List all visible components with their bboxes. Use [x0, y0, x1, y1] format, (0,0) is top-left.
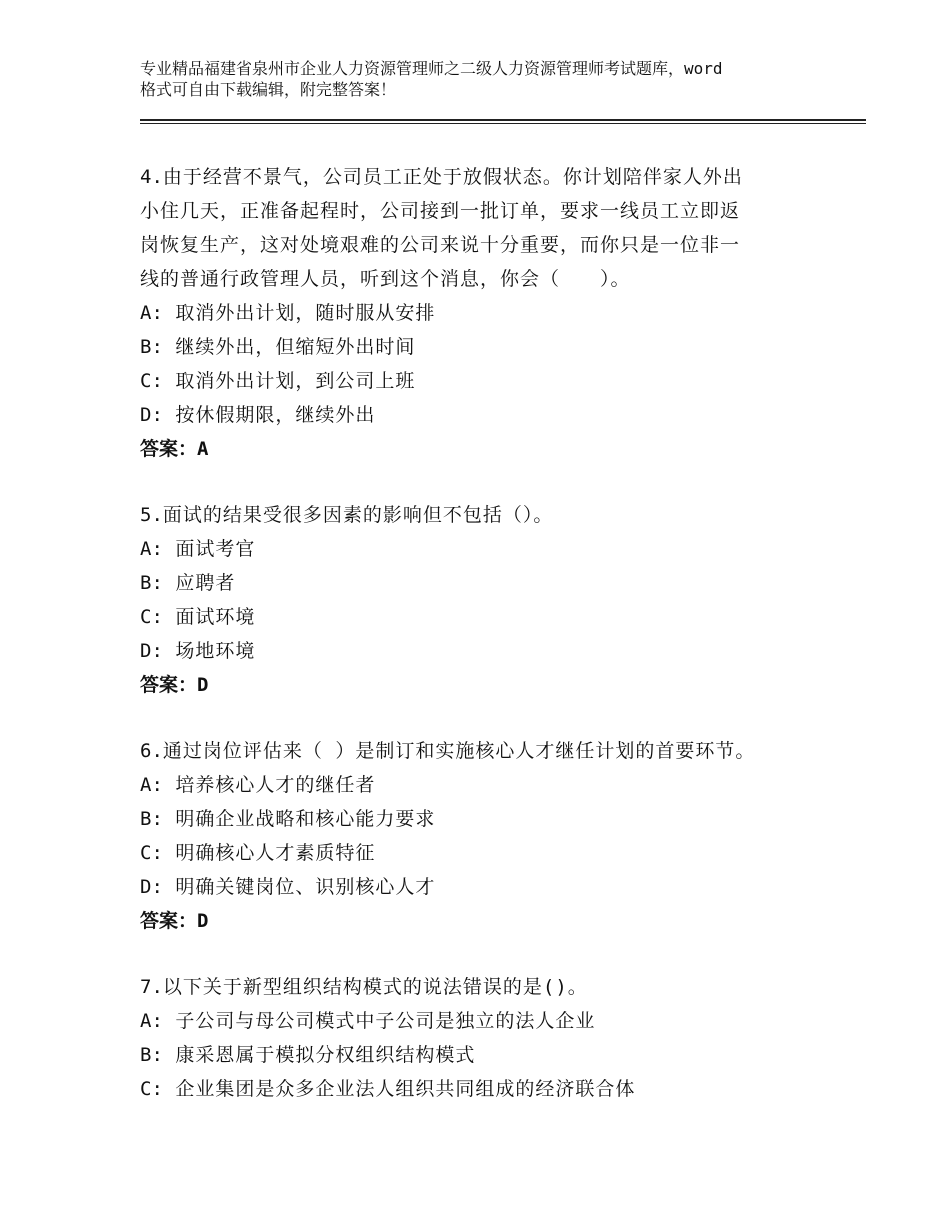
document-header	[140, 58, 840, 100]
question-5	[140, 498, 840, 702]
option-d	[140, 634, 840, 668]
option-letter: A:	[140, 1010, 163, 1032]
option-letter: B:	[140, 808, 163, 830]
option-text: 康采恩属于模拟分权组织结构模式	[175, 1044, 476, 1066]
option-text: 子公司与母公司模式中子公司是独立的法人企业	[175, 1010, 596, 1032]
question-6	[140, 734, 840, 938]
option-letter: C:	[140, 1078, 163, 1100]
option-c	[140, 1072, 840, 1106]
question-7	[140, 970, 840, 1106]
question-number: 5.	[140, 504, 163, 526]
option-text: 面试环境	[175, 606, 256, 628]
header-title-line-2: 格式可自由下载编辑，附完整答案！	[140, 80, 397, 99]
option-letter: A:	[140, 774, 163, 796]
question-list	[140, 160, 840, 1138]
option-a	[140, 532, 840, 566]
question-stem-line: 由于经营不景气，公司员工正处于放假状态。你计划陪伴家人外出	[162, 166, 743, 188]
option-letter: D:	[140, 876, 163, 898]
option-letter: B:	[140, 1044, 163, 1066]
option-letter: C:	[140, 842, 163, 864]
header-title-line-1: 专业精品福建省泉州市企业人力资源管理师之二级人力资源管理师考试题库，word	[140, 59, 723, 78]
option-b	[140, 1038, 840, 1072]
question-stem	[140, 734, 840, 768]
header-divider-thin	[140, 123, 866, 124]
option-b	[140, 330, 840, 364]
header-divider-thick	[140, 119, 866, 121]
option-text: 企业集团是众多企业法人组织共同组成的经济联合体	[175, 1078, 636, 1100]
question-stem-line: 岗恢复生产，这对处境艰难的公司来说十分重要，而你只是一位非一	[140, 234, 741, 256]
option-letter: B:	[140, 336, 163, 358]
option-c	[140, 364, 840, 398]
question-number: 4.	[140, 166, 163, 188]
question-stem	[140, 160, 840, 296]
option-text: 场地环境	[175, 640, 256, 662]
option-letter: C:	[140, 370, 163, 392]
answer-line: 答案：D	[140, 910, 209, 932]
option-text: 按休假期限，继续外出	[175, 404, 376, 426]
option-text: 取消外出计划，到公司上班	[175, 370, 416, 392]
question-stem-line: 小住几天，正准备起程时，公司接到一批订单，要求一线员工立即返	[140, 200, 741, 222]
option-letter: D:	[140, 404, 163, 426]
option-letter: D:	[140, 640, 163, 662]
question-number: 7.	[140, 976, 163, 998]
answer-line: 答案：A	[140, 438, 209, 460]
question-stem-line: 线的普通行政管理人员，听到这个消息，你会（ ）。	[140, 268, 631, 290]
option-c	[140, 600, 840, 634]
option-text: 应聘者	[175, 572, 236, 594]
question-4	[140, 160, 840, 466]
option-a	[140, 296, 840, 330]
question-stem	[140, 970, 840, 1004]
option-a	[140, 1004, 840, 1038]
option-text: 明确企业战略和核心能力要求	[175, 808, 436, 830]
option-text: 培养核心人才的继任者	[175, 774, 376, 796]
question-stem-line: 以下关于新型组织结构模式的说法错误的是()。	[162, 976, 588, 998]
question-stem	[140, 498, 840, 532]
option-letter: A:	[140, 302, 163, 324]
answer-line: 答案：D	[140, 674, 209, 696]
option-d	[140, 870, 840, 904]
option-text: 明确核心人才素质特征	[175, 842, 376, 864]
option-text: 明确关键岗位、识别核心人才	[175, 876, 436, 898]
option-b	[140, 802, 840, 836]
option-text: 面试考官	[175, 538, 256, 560]
option-letter: B:	[140, 572, 163, 594]
option-letter: A:	[140, 538, 163, 560]
option-a	[140, 768, 840, 802]
option-d	[140, 398, 840, 432]
question-number: 6.	[140, 740, 163, 762]
question-stem-line: 通过岗位评估来（ ）是制订和实施核心人才继任计划的首要环节。	[162, 740, 756, 762]
option-text: 继续外出，但缩短外出时间	[175, 336, 416, 358]
option-b	[140, 566, 840, 600]
option-letter: C:	[140, 606, 163, 628]
option-text: 取消外出计划，随时服从安排	[175, 302, 436, 324]
question-stem-line: 面试的结果受很多因素的影响但不包括（）。	[162, 504, 554, 526]
option-c	[140, 836, 840, 870]
